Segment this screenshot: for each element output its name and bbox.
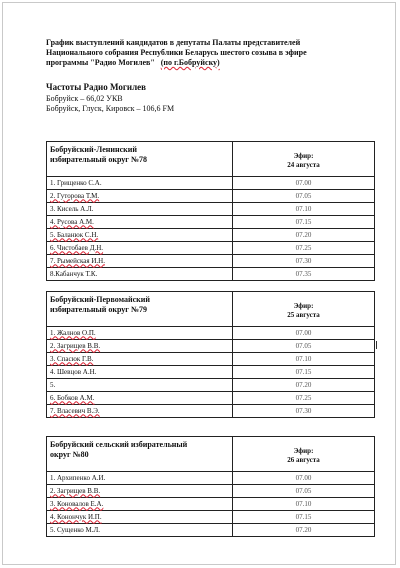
- efir-date: 25 августа: [287, 311, 320, 319]
- airtime: 07.05: [233, 190, 375, 203]
- district-name-line-1: Бобруйский сельский избирательный: [50, 440, 188, 449]
- frequency-line-2: Бобруйск, Глуск, Кировск – 106,6 FM: [46, 104, 175, 113]
- airtime: 07.10: [233, 353, 375, 366]
- airtime: 07.25: [233, 242, 375, 255]
- airtime: 07.30: [233, 405, 375, 418]
- airtime: 07.15: [233, 511, 375, 524]
- candidate-name: 3. Кисель А.Л.: [47, 203, 233, 216]
- airtime: 07.25: [233, 392, 375, 405]
- table-row: [47, 498, 375, 511]
- table-row: [47, 511, 375, 524]
- candidate-name-text: 2. Загрищев В.В.: [50, 341, 101, 350]
- district-name-line-1: Бобруйский-Первомайский: [50, 295, 151, 304]
- document-header: [46, 38, 374, 68]
- district-name-line-2: избирательный округ №79: [50, 305, 147, 314]
- candidate-name: [47, 190, 233, 203]
- efir-date-cell: [233, 292, 375, 327]
- candidate-name: 4. Шевцов А.Н.: [47, 366, 233, 379]
- candidate-name: 5. Сущенко М.Л.: [47, 524, 233, 537]
- candidate-name: [47, 340, 233, 353]
- efir-label: Эфир:: [293, 302, 314, 310]
- efir-date-cell: [233, 437, 375, 472]
- efir-label: Эфир:: [293, 152, 314, 160]
- header-line-3-city: (по г.Бобруйску): [160, 58, 220, 67]
- candidate-name: 8.Кабанчук Т.К.: [47, 268, 233, 281]
- candidate-name: [47, 327, 233, 340]
- district-name-line-2: избирательный округ №78: [50, 155, 147, 164]
- header-line-2: Национального собрания Республики Беларусь шестого созыва в эфире: [46, 48, 307, 57]
- airtime: 07.00: [233, 177, 375, 190]
- radio-title: Частоты Радио Могилев: [46, 82, 147, 92]
- table-row: [47, 327, 375, 340]
- table-header-row: [47, 437, 375, 472]
- district-name-cell: [47, 292, 233, 327]
- airtime: 07.00: [233, 472, 375, 485]
- header-line-3: [46, 58, 374, 68]
- district-name-cell: [47, 437, 233, 472]
- table-row: [47, 472, 375, 485]
- candidate-name: [47, 498, 233, 511]
- candidate-name: 5.: [47, 379, 233, 392]
- table-row: [47, 366, 375, 379]
- candidate-name: [47, 405, 233, 418]
- candidate-name-text: 3. Спасюк Г.В.: [50, 354, 94, 363]
- candidate-name: [47, 353, 233, 366]
- candidate-name-text: 1. Жалнов О.П.: [50, 328, 96, 337]
- table-row: [47, 242, 375, 255]
- candidate-name: [47, 229, 233, 242]
- district-name-line-1: Бобруйский-Ленинский: [50, 145, 137, 154]
- airtime: 07.20: [233, 524, 375, 537]
- airtime: 07.30: [233, 255, 375, 268]
- table-row: [47, 216, 375, 229]
- candidate-name: [47, 216, 233, 229]
- candidate-name-text: 2. Гуторова Т.М.: [50, 191, 100, 200]
- airtime: 07.20: [233, 379, 375, 392]
- table-row: [47, 340, 375, 353]
- candidate-name: 1. Архипенко А.И.: [47, 472, 233, 485]
- text-cursor: [376, 341, 377, 349]
- table-row: [47, 229, 375, 242]
- candidate-name-text: 3. Коновалов Е.А.: [50, 499, 104, 508]
- candidate-name-text: 6. Чистобаев Д.Н.: [50, 243, 104, 252]
- candidate-name: 1. Грищенко С.А.: [47, 177, 233, 190]
- candidate-name-text: 4. Конончук И.П.: [50, 512, 102, 521]
- table-row: [47, 255, 375, 268]
- efir-date: 26 августа: [287, 456, 320, 464]
- table-row: [47, 392, 375, 405]
- candidate-name-text: 7. Рымейская И.Н.: [50, 256, 105, 265]
- airtime: 07.00: [233, 327, 375, 340]
- schedule-table-80: [46, 436, 375, 537]
- candidate-name: [47, 485, 233, 498]
- table-row: [47, 268, 375, 281]
- candidate-name-text: 6. Бобков А.М.: [50, 393, 95, 402]
- table-row: [47, 203, 375, 216]
- table-header-row: [47, 292, 375, 327]
- candidate-name: [47, 511, 233, 524]
- table-row: [47, 485, 375, 498]
- airtime: 07.05: [233, 485, 375, 498]
- table-row: [47, 177, 375, 190]
- schedule-table-78: [46, 141, 375, 281]
- airtime: 07.35: [233, 268, 375, 281]
- airtime: 07.15: [233, 366, 375, 379]
- airtime: 07.10: [233, 498, 375, 511]
- table-header-row: [47, 142, 375, 177]
- frequency-line-1: Бобруйск – 66,02 УКВ: [46, 94, 123, 103]
- schedule-table-79: [46, 291, 375, 418]
- district-name-line-2: округ №80: [50, 450, 89, 459]
- table-row: [47, 190, 375, 203]
- header-line-1: График выступлений кандидатов в депутаты Палаты представителей: [46, 38, 301, 47]
- efir-label: Эфир:: [293, 447, 314, 455]
- header-line-3-program: программы "Радио Могилев": [46, 58, 155, 67]
- airtime: 07.20: [233, 229, 375, 242]
- candidate-name: [47, 255, 233, 268]
- efir-date: 24 августа: [287, 161, 320, 169]
- table-row: [47, 405, 375, 418]
- efir-date-cell: [233, 142, 375, 177]
- candidate-name-text: 2. Загрищев В.В.: [50, 486, 101, 495]
- candidate-name-text: 4. Русова А.М.: [50, 217, 94, 226]
- airtime: 07.10: [233, 203, 375, 216]
- airtime: 07.05: [233, 340, 375, 353]
- table-row: [47, 353, 375, 366]
- candidate-name-text: 5. Баланюк С.Н.: [50, 230, 99, 239]
- candidate-name-text: 7. Власевич В.Э.: [50, 406, 100, 415]
- candidate-name: [47, 242, 233, 255]
- district-name-cell: [47, 142, 233, 177]
- table-row: [47, 524, 375, 537]
- airtime: 07.15: [233, 216, 375, 229]
- table-row: [47, 379, 375, 392]
- candidate-name: [47, 392, 233, 405]
